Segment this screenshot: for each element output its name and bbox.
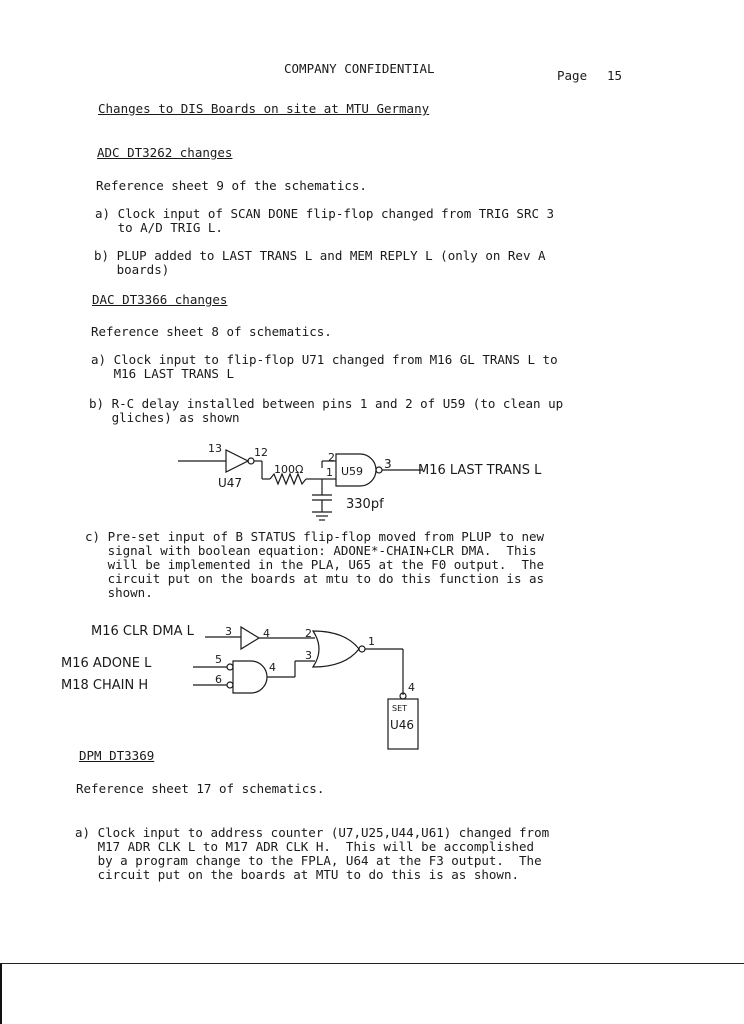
dac-item-b-line1: b) R-C delay installed between pins 1 and 2 of U59 (to clean up	[89, 396, 564, 411]
pin-4-nand-label: 4	[269, 661, 276, 674]
dac-item-b-line2: gliches) as shown	[89, 410, 240, 425]
output-signal-label: M16 LAST TRANS L	[418, 463, 542, 478]
inverter-u47-label: U47	[218, 476, 243, 490]
flipflop-u46-label: U46	[390, 718, 415, 732]
adc-item-b-line1: b) PLUP added to LAST TRANS L and MEM REPLY L (only on Rev A	[94, 248, 546, 263]
pin-3-or-label: 3	[305, 649, 312, 662]
dac-item-c-line5: shown.	[85, 585, 153, 600]
capacitor-label: 330pf	[346, 497, 384, 512]
gate-u59-label: U59	[341, 465, 364, 478]
pin-3-inv-label: 3	[225, 625, 232, 638]
input-chain-label: M18 CHAIN H	[61, 678, 149, 693]
dac-item-c-line4: circuit put on the boards at mtu to do this function is as	[85, 571, 545, 586]
dpm-item-a-line4: circuit put on the boards at MTU to do this is as shown.	[75, 867, 520, 882]
set-label: SET	[392, 704, 408, 713]
pin-5-label: 5	[215, 653, 222, 666]
pin-2-label: 2	[328, 451, 335, 464]
pin-12-label: 12	[254, 446, 268, 459]
pin-2-or-label: 2	[305, 627, 312, 640]
rc-delay-schematic	[170, 440, 590, 530]
dpm-reference: Reference sheet 17 of schematics.	[76, 781, 325, 796]
dpm-item-a-line1: a) Clock input to address counter (U7,U25,U44,U61) changed from	[75, 825, 550, 840]
pin-1-or-label: 1	[368, 635, 375, 648]
dac-reference: Reference sheet 8 of schematics.	[91, 324, 332, 339]
dpm-item-a-line3: by a program change to the FPLA, U64 at the F3 output. The	[75, 853, 542, 868]
document-title: Changes to DIS Boards on site at MTU Germany	[98, 101, 430, 116]
adc-reference: Reference sheet 9 of the schematics.	[96, 178, 367, 193]
input-clr-dma-label: M16 CLR DMA L	[91, 624, 194, 639]
dpm-heading: DPM DT3369	[79, 748, 155, 763]
dac-item-a-line1: a) Clock input to flip-flop U71 changed from M16 GL TRANS L to	[91, 352, 558, 367]
dpm-item-a-line2: M17 ADR CLK L to M17 ADR CLK H. This will be accomplished	[75, 839, 535, 854]
adc-item-a-line1: a) Clock input of SCAN DONE flip-flop changed from TRIG SRC 3	[95, 206, 555, 221]
pin-3-label: 3	[384, 457, 392, 471]
page-bottom-divider	[0, 963, 744, 964]
preset-logic-schematic	[55, 615, 435, 755]
adc-item-b-line2: boards)	[94, 262, 170, 277]
dac-item-c-line2: signal with boolean equation: ADONE*-CHAIN+CLR DMA. This	[85, 543, 537, 558]
page-label: Page	[557, 68, 588, 83]
pin-6-label: 6	[215, 673, 222, 686]
resistor-label: 100Ω	[274, 463, 304, 476]
dac-heading: DAC DT3366 changes	[92, 292, 228, 307]
confidential-header: COMPANY CONFIDENTIAL	[284, 61, 435, 76]
adc-heading: ADC DT3262 changes	[97, 145, 233, 160]
dac-item-a-line2: M16 LAST TRANS L	[91, 366, 234, 381]
adc-item-a-line2: to A/D TRIG L.	[95, 220, 223, 235]
dac-item-c-line3: will be implemented in the PLA, U65 at the F0 output. The	[85, 557, 545, 572]
pin-13-label: 13	[208, 442, 222, 455]
scan-edge-line	[0, 964, 2, 1024]
input-adone-label: M16 ADONE L	[61, 656, 152, 671]
pin-1-label: 1	[326, 466, 333, 479]
dac-item-c-line1: c) Pre-set input of B STATUS flip-flop moved from PLUP to new	[85, 529, 545, 544]
pin-4-inv-label: 4	[263, 627, 270, 640]
pin-4-ff-label: 4	[408, 681, 415, 694]
page-number: 15	[607, 68, 623, 83]
